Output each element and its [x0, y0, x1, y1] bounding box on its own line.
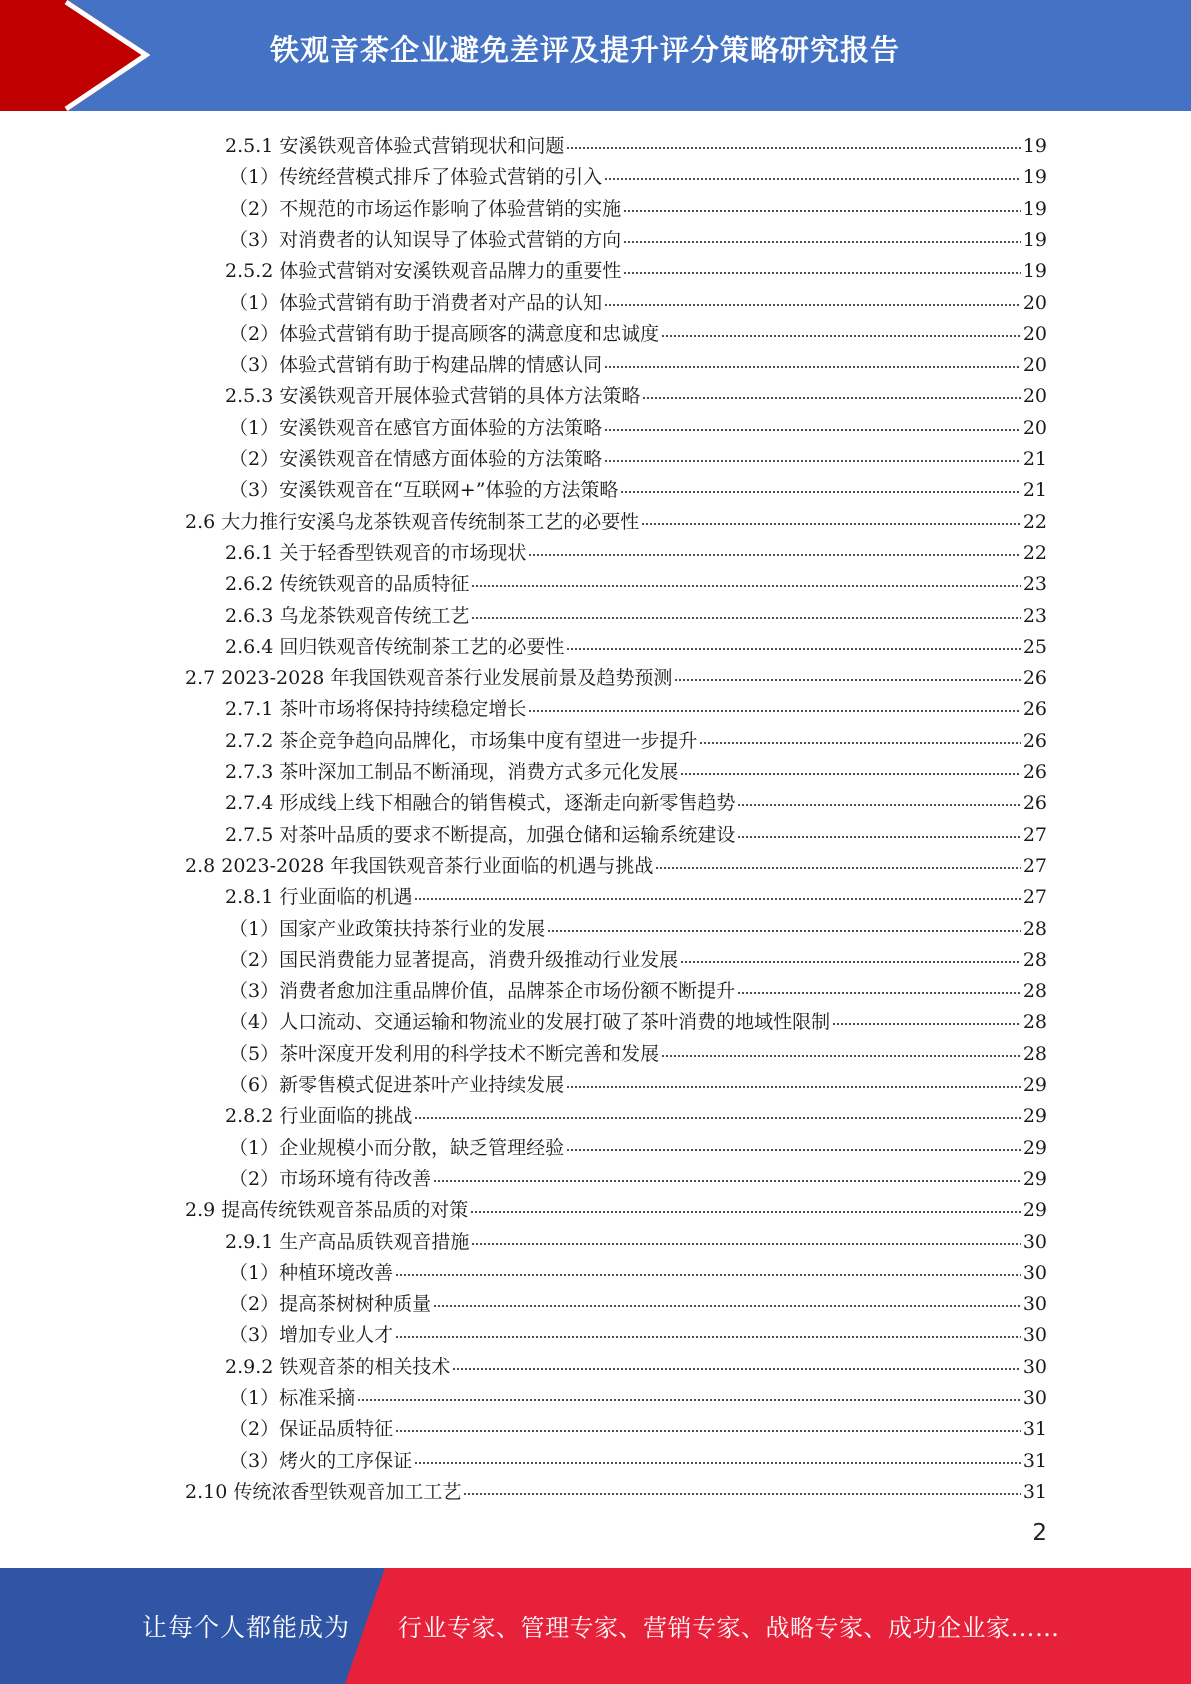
toc-dot-leader — [471, 1241, 1020, 1247]
toc-dot-leader — [452, 1366, 1020, 1372]
toc-dot-leader — [528, 552, 1020, 558]
toc-entry-label: （6）新零售模式促进茶叶产业持续发展 — [229, 1074, 565, 1096]
toc-dot-leader — [566, 1084, 1021, 1090]
toc-entry-page: 19 — [1022, 228, 1047, 251]
toc-dot-leader — [566, 145, 1020, 151]
toc-entry-page: 30 — [1022, 1261, 1047, 1284]
toc-entry-label: （2）国民消费能力显著提高，消费升级推动行业发展 — [229, 948, 679, 971]
toc-dot-leader — [604, 176, 1021, 182]
toc-entry-page: 27 — [1022, 854, 1047, 877]
toc-entry-page: 19 — [1022, 197, 1047, 220]
toc-dot-leader — [604, 364, 1021, 370]
toc-entry[interactable] — [225, 784, 1047, 815]
toc-entry[interactable] — [225, 252, 1047, 283]
toc-entry-label: 2.10 传统浓香型铁观音加工工艺 — [185, 1480, 462, 1503]
toc-entry-page: 26 — [1022, 761, 1047, 783]
footer-slogan-right: 行业专家、管理专家、营销专家、战略专家、成功企业家…… — [398, 1614, 1060, 1642]
footer-banner — [0, 1568, 1191, 1684]
toc-entry[interactable] — [225, 816, 1047, 847]
toc-dot-leader — [414, 896, 1020, 902]
toc-entry[interactable] — [225, 1348, 1047, 1379]
toc-entry-label: 2.9 提高传统铁观音茶品质的对策 — [185, 1199, 469, 1222]
toc-entry[interactable] — [229, 346, 1047, 377]
toc-dot-leader — [604, 302, 1021, 308]
toc-entry[interactable] — [229, 1316, 1047, 1347]
toc-entry-label: （2）市场环境有待改善 — [229, 1167, 432, 1190]
toc-dot-leader — [832, 1021, 1021, 1027]
toc-dot-leader — [680, 771, 1020, 777]
toc-entry-page: 21 — [1022, 448, 1047, 470]
toc-entry-label: （4）人口流动、交通运输和物流业的发展打破了茶叶消费的地域性限制 — [229, 1011, 831, 1034]
toc-entry[interactable] — [225, 722, 1047, 753]
toc-dot-leader — [566, 1147, 1021, 1153]
toc-dot-leader — [641, 521, 1021, 527]
toc-dot-leader — [737, 802, 1020, 808]
toc-dot-leader — [357, 1397, 1021, 1403]
toc-entry-page: 20 — [1022, 416, 1047, 439]
toc-entry-page: 21 — [1022, 479, 1047, 502]
toc-entry-page: 31 — [1022, 1418, 1047, 1441]
toc-dot-leader — [655, 865, 1020, 871]
toc-dot-leader — [528, 708, 1020, 714]
toc-entry-page: 23 — [1022, 573, 1047, 596]
toc-entry[interactable] — [185, 1191, 1047, 1222]
toc-entry[interactable] — [229, 910, 1047, 941]
toc-dot-leader — [737, 990, 1021, 996]
toc-entry[interactable] — [229, 972, 1047, 1003]
toc-entry[interactable] — [225, 377, 1047, 408]
toc-entry-page: 29 — [1022, 1074, 1047, 1096]
toc-dot-leader — [433, 1178, 1021, 1184]
toc-entry[interactable] — [225, 753, 1047, 784]
toc-entry-label: （3）增加专业人才 — [229, 1324, 394, 1347]
toc-entry-page: 28 — [1022, 917, 1047, 940]
toc-entry-page: 30 — [1022, 1324, 1047, 1347]
toc-entry[interactable] — [229, 1254, 1047, 1285]
toc-entry-page: 29 — [1022, 1105, 1047, 1128]
toc-entry-label: （2）不规范的市场运作影响了体验营销的实施 — [229, 197, 622, 220]
toc-entry-page: 23 — [1022, 604, 1047, 627]
toc-entry-label: 2.5.3 安溪铁观音开展体验式营销的具体方法策略 — [225, 385, 641, 408]
toc-dot-leader — [699, 740, 1020, 746]
toc-entry-label: （2）体验式营销有助于提高顾客的满意度和忠诚度 — [229, 322, 660, 345]
toc-entry[interactable] — [229, 1066, 1047, 1097]
toc-entry[interactable] — [229, 1035, 1047, 1066]
toc-entry-label: （2）保证品质特征 — [229, 1418, 394, 1441]
chevron-decoration-icon — [0, 0, 150, 111]
toc-entry-label: 2.5.1 安溪铁观音体验式营销现状和问题 — [225, 135, 565, 157]
report-title: 铁观音茶企业避免差评及提升评分策略研究报告 — [270, 33, 901, 67]
toc-entry[interactable] — [229, 284, 1047, 315]
toc-entry[interactable] — [229, 1410, 1047, 1441]
toc-entry-page: 30 — [1022, 1293, 1047, 1316]
toc-dot-leader — [623, 270, 1020, 276]
toc-dot-leader — [395, 1334, 1021, 1340]
toc-entry[interactable] — [229, 471, 1047, 502]
toc-entry-label: 2.5.2 体验式营销对安溪铁观音品牌力的重要性 — [225, 260, 622, 283]
toc-dot-leader — [471, 615, 1020, 621]
toc-entry-page: 22 — [1022, 510, 1047, 533]
toc-dot-leader — [414, 1115, 1020, 1121]
toc-entry[interactable] — [229, 190, 1047, 221]
toc-entry[interactable] — [229, 315, 1047, 346]
header-bar — [0, 0, 1191, 111]
toc-entry[interactable] — [225, 534, 1047, 565]
toc-entry-label: （3）消费者愈加注重品牌价值，品牌茶企市场份额不断提升 — [229, 980, 736, 1003]
toc-entry-label: 2.6 大力推行安溪乌龙茶铁观音传统制茶工艺的必要性 — [185, 510, 640, 533]
toc-dot-leader — [547, 928, 1021, 934]
toc-entry-label: （5）茶叶深度开发利用的科学技术不断完善和发展 — [229, 1042, 660, 1065]
toc-entry-label: （1）种植环境改善 — [229, 1261, 394, 1284]
toc-entry[interactable] — [185, 503, 1047, 534]
toc-entry[interactable] — [229, 1285, 1047, 1316]
toc-entry-page: 25 — [1022, 635, 1047, 658]
toc-entry-label: 2.9.1 生产高品质铁观音措施 — [225, 1230, 470, 1253]
toc-entry-label: 2.7.4 形成线上线下相融合的销售模式，逐渐走向新零售趋势 — [225, 792, 736, 815]
toc-entry[interactable] — [229, 1379, 1047, 1410]
toc-entry[interactable] — [225, 628, 1047, 659]
toc-entry-page: 19 — [1022, 135, 1047, 157]
toc-entry[interactable] — [229, 221, 1047, 252]
toc-entry[interactable] — [185, 847, 1047, 878]
toc-dot-leader — [414, 1460, 1021, 1466]
toc-entry[interactable] — [225, 565, 1047, 596]
toc-entry[interactable] — [229, 1442, 1047, 1473]
toc-entry-page: 26 — [1022, 792, 1047, 815]
toc-dot-leader — [623, 208, 1021, 214]
footer-slogan-left: 让每个人都能成为 — [142, 1613, 351, 1642]
toc-entry-label: （1）传统经营模式排斥了体验式营销的引入 — [229, 166, 603, 189]
toc-dot-leader — [395, 1428, 1021, 1434]
toc-entry-label: 2.7.5 对茶叶品质的要求不断提高，加强仓储和运输系统建设 — [225, 823, 736, 846]
toc-entry-label: （1）标准采摘 — [229, 1387, 356, 1409]
toc-entry-label: 2.6.1 关于轻香型铁观音的市场现状 — [225, 541, 527, 564]
toc-entry[interactable] — [229, 1129, 1047, 1160]
toc-dot-leader — [604, 458, 1021, 464]
toc-entry-page: 20 — [1022, 322, 1047, 345]
toc-entry-label: （3）安溪铁观音在“互联网+”体验的方法策略 — [229, 479, 619, 502]
toc-dot-leader — [674, 677, 1020, 683]
toc-entry-label: （3）烤火的工序保证 — [229, 1449, 413, 1472]
toc-dot-leader — [680, 959, 1021, 965]
toc-entry-label: （1）安溪铁观音在感官方面体验的方法策略 — [229, 416, 603, 439]
toc-entry-page: 28 — [1022, 980, 1047, 1003]
toc-entry-page: 29 — [1022, 1199, 1047, 1222]
toc-entry-page: 30 — [1022, 1387, 1047, 1409]
toc-entry[interactable] — [225, 878, 1047, 909]
toc-entry-label: （2）安溪铁观音在情感方面体验的方法策略 — [229, 448, 603, 470]
toc-entry-label: 2.7.1 茶叶市场将保持持续稳定增长 — [225, 698, 527, 721]
toc-entry-page: 29 — [1022, 1136, 1047, 1159]
toc-entry-page: 22 — [1022, 541, 1047, 564]
toc-entry-page: 20 — [1022, 354, 1047, 377]
toc-entry[interactable] — [185, 659, 1047, 690]
toc-dot-leader — [395, 1272, 1021, 1278]
toc-entry-page: 31 — [1022, 1449, 1047, 1472]
toc-entry-label: 2.8 2023-2028 年我国铁观音茶行业面临的机遇与挑战 — [185, 854, 654, 877]
toc-dot-leader — [661, 333, 1021, 339]
toc-entry-page: 30 — [1022, 1230, 1047, 1253]
toc-dot-leader — [623, 239, 1021, 245]
toc-entry-page: 29 — [1022, 1167, 1047, 1190]
toc-entry-page: 27 — [1022, 886, 1047, 909]
toc-entry[interactable] — [225, 597, 1047, 628]
toc-dot-leader — [566, 646, 1020, 652]
toc-entry-page: 20 — [1022, 385, 1047, 408]
toc-entry-label: 2.9.2 铁观音茶的相关技术 — [225, 1355, 451, 1378]
toc-entry-page: 28 — [1022, 1042, 1047, 1065]
toc-entry-label: 2.7.2 茶企竞争趋向品牌化，市场集中度有望进一步提升 — [225, 729, 698, 752]
toc-dot-leader — [470, 1209, 1021, 1215]
toc-entry-page: 26 — [1022, 698, 1047, 721]
toc-entry[interactable] — [185, 1473, 1047, 1504]
toc-entry-page: 20 — [1022, 291, 1047, 314]
toc-entry-page: 31 — [1022, 1480, 1047, 1503]
toc-entry[interactable] — [229, 409, 1047, 440]
toc-entry-label: 2.7.3 茶叶深加工制品不断涌现，消费方式多元化发展 — [225, 761, 679, 783]
toc-entry-page: 19 — [1022, 260, 1047, 283]
toc-dot-leader — [661, 1053, 1021, 1059]
toc-entry-page: 30 — [1022, 1355, 1047, 1378]
toc-entry-label: 2.8.2 行业面临的挑战 — [225, 1105, 413, 1128]
toc-entry[interactable] — [229, 1160, 1047, 1191]
toc-entry-label: 2.8.1 行业面临的机遇 — [225, 886, 413, 909]
toc-entry-label: 2.7 2023-2028 年我国铁观音茶行业发展前景及趋势预测 — [185, 667, 673, 690]
toc-entry-label: 2.6.3 乌龙茶铁观音传统工艺 — [225, 604, 470, 627]
toc-entry-label: （3）对消费者的认知误导了体验式营销的方向 — [229, 228, 622, 251]
toc-dot-leader — [604, 427, 1021, 433]
toc-entry-label: （1）体验式营销有助于消费者对产品的认知 — [229, 291, 603, 314]
toc-entry-page: 19 — [1022, 166, 1047, 189]
toc-entry[interactable] — [229, 941, 1047, 972]
toc-dot-leader — [620, 489, 1020, 495]
toc-entry-page: 27 — [1022, 823, 1047, 846]
toc-entry-page: 28 — [1022, 1011, 1047, 1034]
toc-entry-label: 2.6.2 传统铁观音的品质特征 — [225, 573, 470, 596]
toc-dot-leader — [463, 1491, 1020, 1497]
toc-dot-leader — [471, 583, 1020, 589]
toc-entry-page: 26 — [1022, 729, 1047, 752]
toc-dot-leader — [642, 395, 1020, 401]
toc-entry[interactable] — [229, 158, 1047, 189]
page-number: 2 — [1032, 1520, 1047, 1546]
toc-entry[interactable] — [225, 127, 1047, 158]
toc-entry-label: （1）国家产业政策扶持茶行业的发展 — [229, 917, 546, 940]
toc-entry[interactable] — [225, 1223, 1047, 1254]
toc-entry[interactable] — [229, 1003, 1047, 1034]
toc-entry-page: 26 — [1022, 667, 1047, 690]
toc-entry-page: 28 — [1022, 948, 1047, 971]
toc-entry[interactable] — [229, 440, 1047, 471]
toc-entry[interactable] — [225, 1097, 1047, 1128]
toc-dot-leader — [433, 1303, 1021, 1309]
toc-dot-leader — [737, 834, 1020, 840]
toc-entry-label: （2）提高茶树树种质量 — [229, 1293, 432, 1316]
toc-entry[interactable] — [225, 690, 1047, 721]
toc-entry-label: （3）体验式营销有助于构建品牌的情感认同 — [229, 354, 603, 377]
toc-entry-label: 2.6.4 回归铁观音传统制茶工艺的必要性 — [225, 635, 565, 658]
toc-entry-label: （1）企业规模小而分散，缺乏管理经验 — [229, 1136, 565, 1159]
